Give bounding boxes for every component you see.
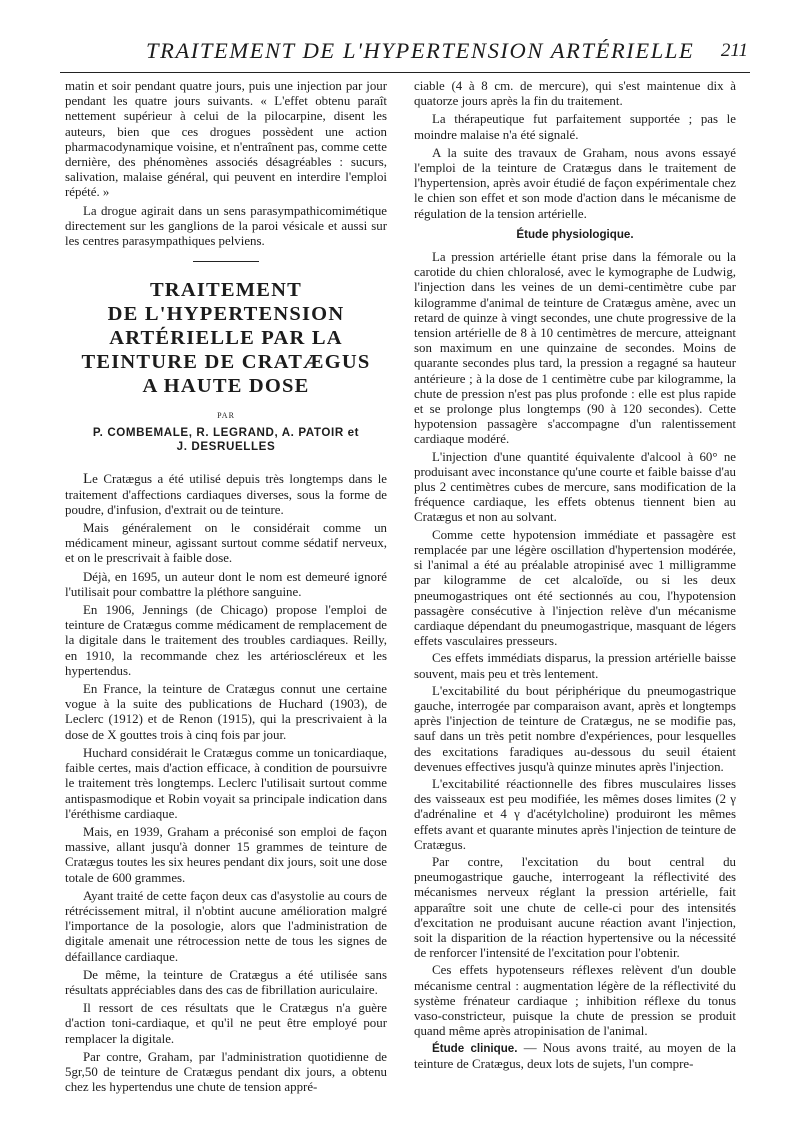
paragraph: Mais, en 1939, Graham a préconisé son emploi de façon massive, allant jusqu'à donner 15 grammes de teinture de Cratægus toutes les six heures pendant dix jours, soit une dose totale de 600 grammes.	[65, 824, 387, 885]
article-title-line: TRAITEMENT	[149, 279, 303, 302]
paragraph: A la suite des travaux de Graham, nous avons essayé l'emploi de la teinture de Cratægus dans le traitement de l'hypertension, après avoir étudié de façon expérimentale chez le chien son effet et son mode d'action dans le mécanisme de régulation de la tension artérielle.	[414, 145, 736, 221]
article-title-line: ARTÉRIELLE PAR LA	[109, 327, 343, 350]
drop-cap: L	[83, 471, 93, 488]
paragraph-text: — Nous avons traité, au moyen de la teinture de Cratægus, deux lots de sujets, l'un compre-	[414, 1041, 737, 1071]
left-column	[65, 79, 387, 1098]
paragraph: Déjà, en 1695, un auteur dont le nom est demeuré ignoré l'utilisait pour combattre la pléthore sanguine.	[65, 569, 387, 599]
paragraph: La drogue agirait dans un sens parasympathicomimétique directement sur les ganglions de la paroi vésicale et aussi sur les centres parasympathiques pelviens.	[65, 203, 387, 249]
paragraph-text: e Cratægus a été utilisé depuis très longtemps dans le traitement d'affections cardiaques diverses, sous la forme de poudre, d'infusion, d'extrait ou de teinture.	[65, 472, 387, 517]
paragraph: L'excitabilité du bout périphérique du pneumogastrique gauche, interrogée par comparaison avant, après et longtemps après l'injection de teinture de Cratægus, ne se modifie pas, sauf dans un très petit nombre d'expériences, pour lesquelles des excitations faradiques au-dessous du seuil étaient devenues effectives jusqu'à quinze minutes après l'injection.	[414, 683, 736, 774]
paragraph: De même, la teinture de Cratægus a été utilisée sans résultats appréciables dans des cas de fibrillation auriculaire.	[65, 967, 387, 997]
paragraph: En 1906, Jennings (de Chicago) propose l'emploi de teinture de Cratægus comme médicament de remplacement de la digitale dans le traitement des troubles cardiaques. Reilly, en 1910, la recommande chez les artérioscléreux et les hypertendus.	[65, 603, 387, 678]
paragraph	[414, 1041, 736, 1071]
section-divider	[193, 261, 259, 262]
article-title	[65, 278, 387, 398]
paragraph: L'injection d'une quantité équivalente d'alcool à 60° ne produisant avec inconstance qu'une courte et faible baisse d'au plus 2 centimètres cubes de mercure, sans modification de la fréquence cardiaque, les effets obtenus tiennent bien au Cratægus et non au solvant.	[414, 449, 736, 525]
paragraph: La pression artérielle étant prise dans la fémorale ou la carotide du chien chloralosé, avec le kymographe de Ludwig, l'injection dans les veines de un demi-centimètre cube par kilogramme d'animal de teinture de Cratægus amène, avec un retard de quinze à vingt secondes, une chute progressive de la tension artérielle de 8 à 10 centimètres de mercure, atteignant son maximum en une quinzaine de secondes. Moins de quarante secondes plus tard, la pression a regagné sa hauteur antérieure ; à la dose de 1 centimètre cube par kilogramme, la chute de pression n'est pas plus profonde : elle est plus rapide et se prolonge plus longtemps (90 à 120 secondes). Cette hypotension passagère s'accompagne d'un ralentissement cardiaque modéré.	[414, 250, 736, 447]
paragraph: Ayant traité de cette façon deux cas d'asystolie au cours de rétrécissement mitral, il n'obtint aucune amélioration malgré l'importance de la posologie, alors que l'administration de digitale amenait une rétrocession nette de tous les signes de défaillance cardiaque.	[65, 888, 387, 964]
article-title-line: DE L'HYPERTENSION	[107, 303, 345, 326]
paragraph: Ces effets immédiats disparus, la pression artérielle baisse souvent, mais peu et très lentement.	[414, 651, 736, 681]
paragraph: Par contre, Graham, par l'administration quotidienne de 5gr,50 de teinture de Cratægus pendant dix jours, a obtenu chez les hypertendus une chute de tension appré-	[65, 1049, 387, 1095]
paragraph: Comme cette hypotension immédiate et passagère est remplacée par une légère oscillation d'hypertension modérée, si l'animal a été au préalable atropinisé avec 1 milligramme par kilogramme de cet alcaloïde, ou si les deux pneumogastriques ont été sectionnés au cou, l'hypotension passagère consécutive à l'injection relève d'un mécanisme cardiaque dépendant du pneumogastrique, masquant de légers effets vasculaires presseurs.	[414, 527, 736, 649]
section-heading: Étude physiologique.	[516, 227, 634, 241]
paragraph: ciable (4 à 8 cm. de mercure), qui s'est maintenue dix à quatorze jours après la fin du traitement.	[414, 79, 736, 109]
authors-line: J. DESRUELLES	[176, 440, 276, 454]
article-title-line: TEINTURE DE CRATÆGUS	[81, 351, 371, 374]
paragraph-lead: Étude clinique.	[432, 1042, 518, 1056]
paragraph: Par contre, l'excitation du bout central du pneumogastrique gauche, interrogeant la réflectivité des mécanismes nerveux réglant la pression artérielle, fait apparaître soit une chute de celle-ci pour des intensités d'excitation ne produisant aucune réaction avant l'injection, soit la disparition de la réaction hypertensive ou la nécessité de renforcer l'intensité de l'excitation pour l'obtenir.	[414, 854, 736, 961]
page-number: 211	[720, 40, 748, 61]
authors-line: P. COMBEMALE, R. LEGRAND, A. PATOIR et	[92, 426, 360, 440]
running-header	[60, 38, 750, 73]
paragraph: En France, la teinture de Cratægus connut une certaine vogue à la suite des publications de Huchard (1903), de Leclerc (1912) et de Renon (1915), qui la prescrivaient à la dose de X gouttes trois à cinq fois par jour.	[65, 682, 387, 742]
paragraph: L'excitabilité réactionnelle des fibres musculaires lisses des vaisseaux est peu modifiée, les mêmes doses limites (2 γ d'adrénaline et 4 γ d'acétylcholine) produiront les mêmes effets avant et quarante minutes après l'injection de teinture de Cratægus.	[414, 776, 736, 852]
paragraph: matin et soir pendant quatre jours, puis une injection par jour pendant les quatre jours suivants. « L'effet obtenu paraît nettement supérieur à celui de la pilocarpine, disent les auteurs, bien que ces drogues possèdent une action pharmacodynamique voisine, et n'entraînent pas, comme cette dernière, des phénomènes associés désagréables : sucurs, salivation, malaise général, qui peuvent en interdire l'emploi répété. »	[65, 79, 387, 200]
paragraph: Mais généralement on le considérait comme un médicament mineur, agissant surtout comme sédatif nerveux, et on le prescrivait à faible dose.	[65, 521, 387, 566]
article-title-line: A HAUTE DOSE	[142, 375, 310, 398]
paragraph	[65, 472, 387, 518]
right-column	[414, 79, 736, 1074]
paragraph: Ces effets hypotenseurs réflexes relèvent d'un double mécanisme central : augmentation légère de la réflectivité du système frénateur cardiaque ; inhibition réflexe du tonus vaso-constricteur, puisque la chute de pression se produit quand même après atropinisation de l'animal.	[414, 963, 736, 1039]
running-title: TRAITEMENT DE L'HYPERTENSION ARTÉRIELLE	[146, 38, 695, 63]
by-line: PAR	[217, 411, 235, 421]
paragraph: Il ressort de ces résultats que le Cratægus n'a guère d'action toni-cardiaque, et qu'il ne peut être employé pour remplacer la digitale.	[65, 1001, 387, 1046]
authors	[65, 426, 387, 454]
paragraph: La thérapeutique fut parfaitement supportée ; pas le moindre malaise n'a été signalé.	[414, 112, 736, 142]
paragraph: Huchard considérait le Cratægus comme un tonicardiaque, faible certes, mais d'action efficace, à condition de poursuivre le traitement très longtemps. Leclerc l'utilisait surtout comme antispasmodique et Robin voyait sa principale indication dans l'éréthisme cardiaque.	[65, 745, 387, 821]
